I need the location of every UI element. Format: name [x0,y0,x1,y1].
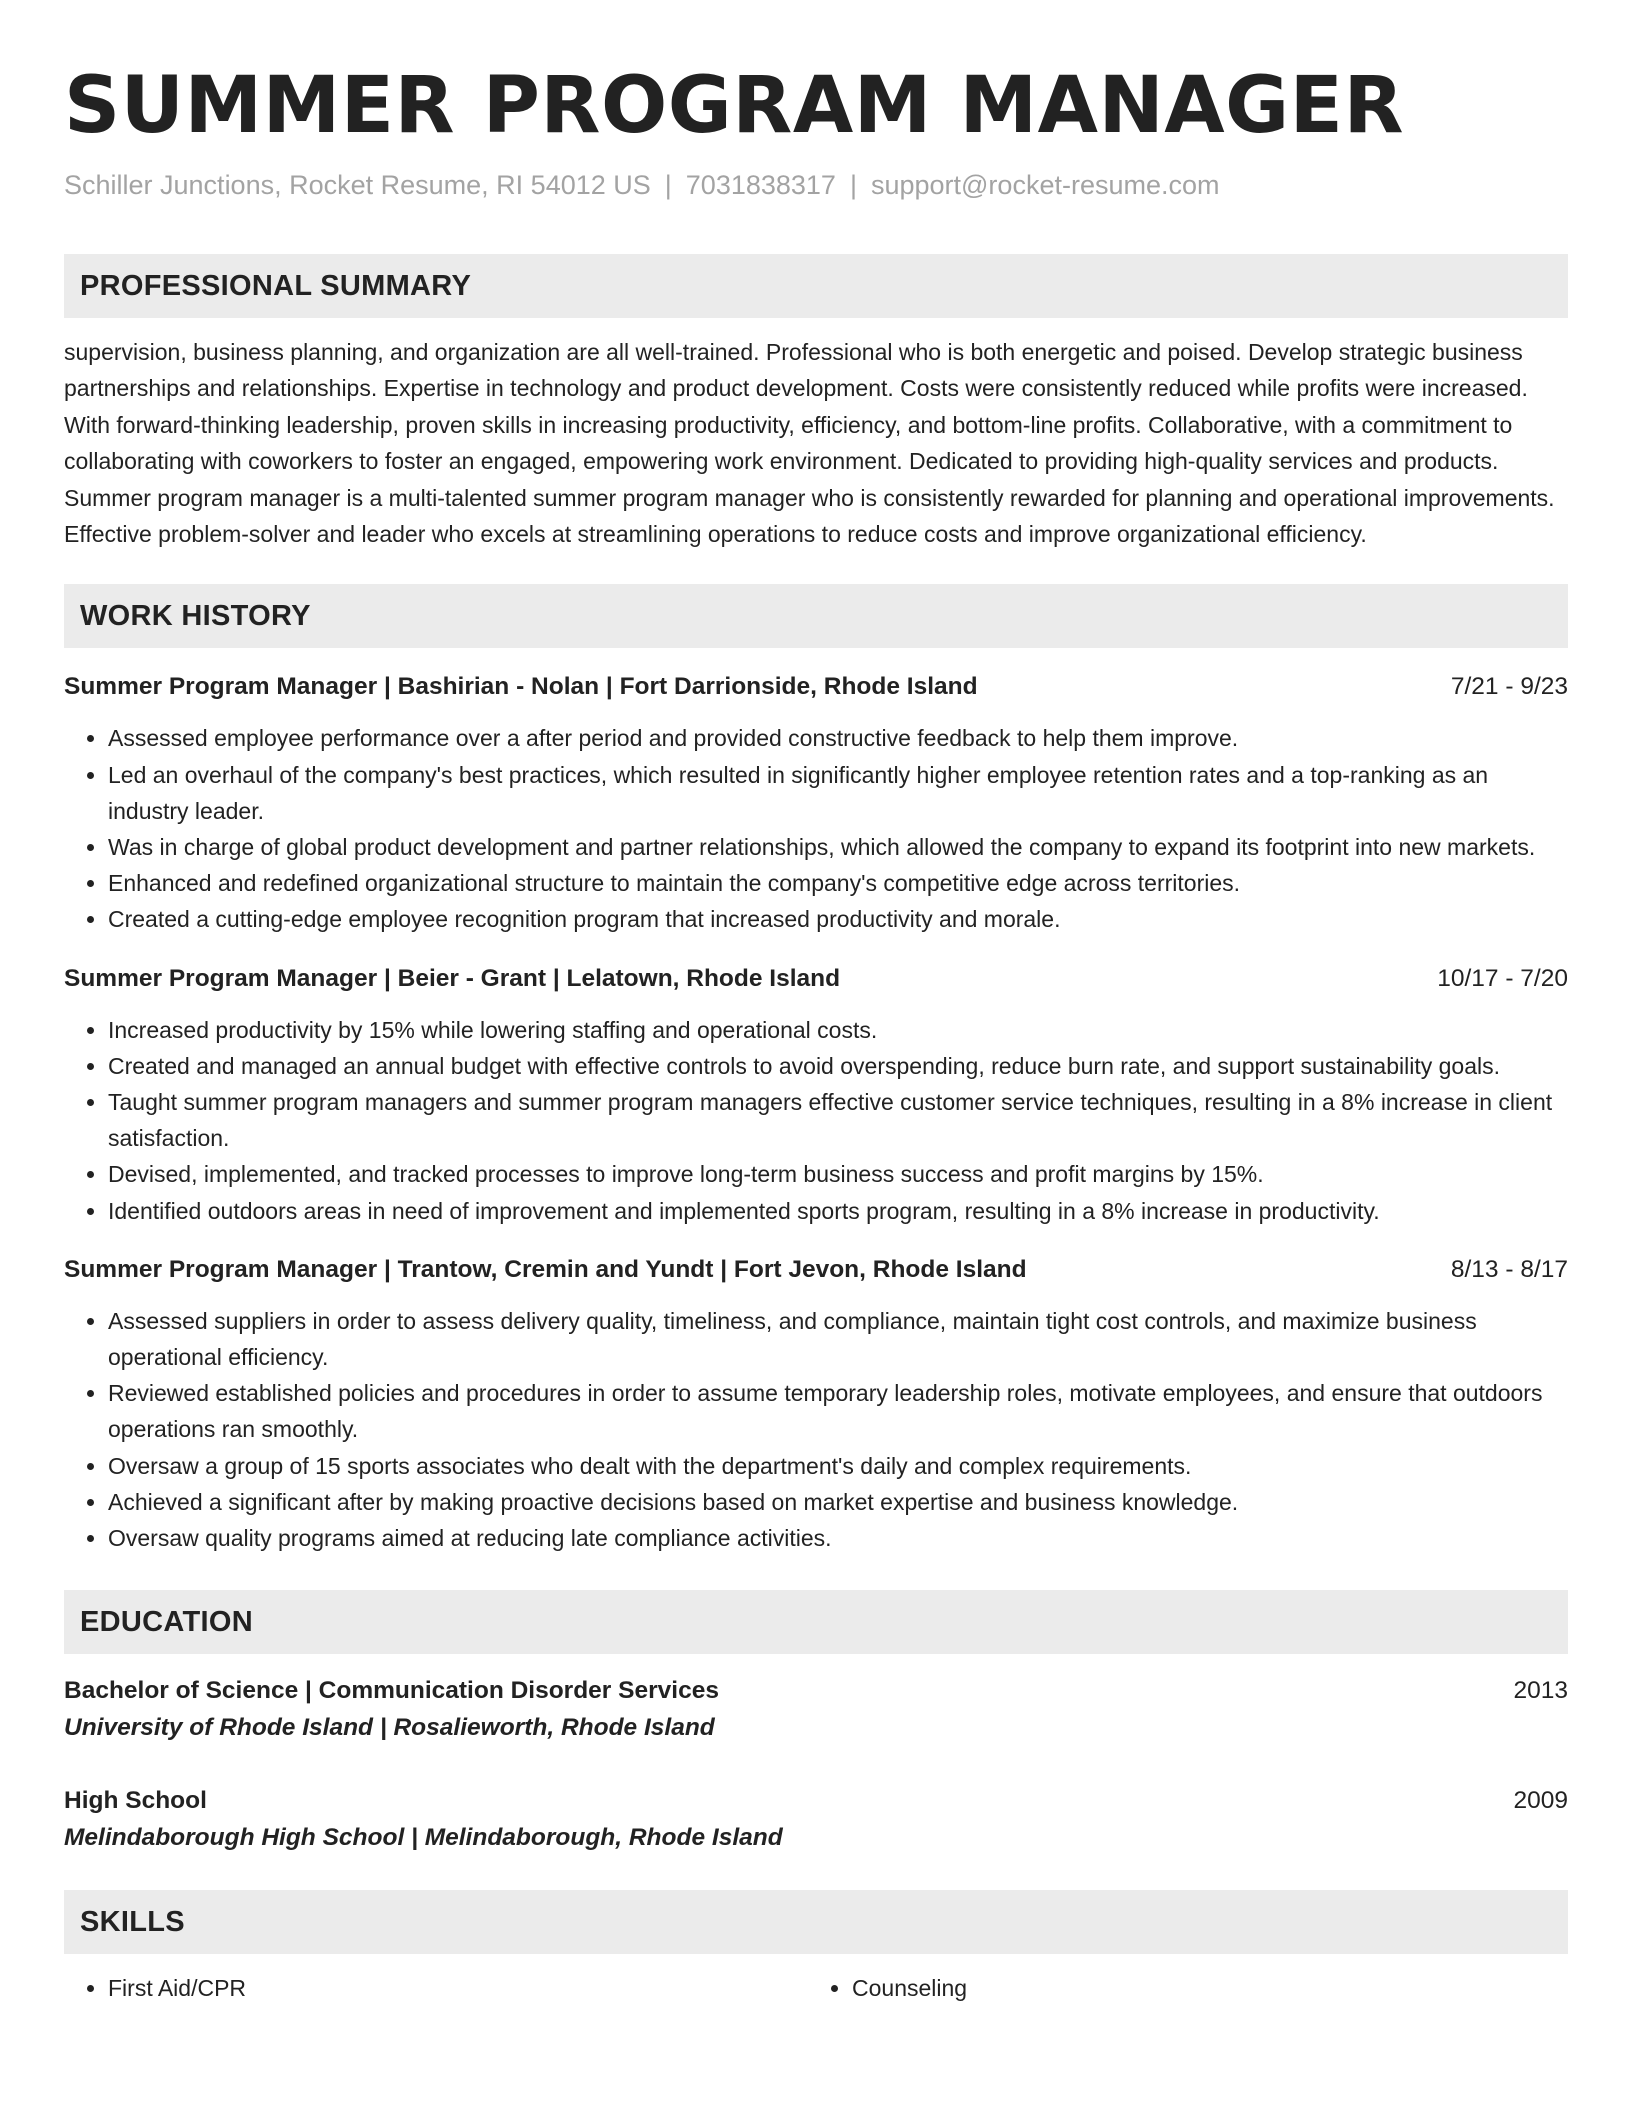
job-bullets [64,1012,1568,1229]
job-entry [64,670,1568,937]
contact-address: Schiller Junctions, Rocket Resume, RI 54012 US [64,170,651,200]
job-bullets [64,1303,1568,1556]
job-bullet: • Reviewed established policies and procedures in order to assume temporary leadership roles, motivate employees, and ensure that outdoors operations ran smoothly. [108,1375,1568,1447]
skill-item: • Counseling [852,1970,1552,2006]
job-bullet: • Assessed suppliers in order to assess delivery quality, timeliness, and compliance, maintain tight cost controls, and maximize business operational efficiency. [108,1303,1568,1375]
job-bullet: • Enhanced and redefined organizational structure to maintain the company's competitive edge across territories. [108,865,1568,901]
education-header [64,1674,1568,1708]
job-bullet: • Achieved a significant after by making proactive decisions based on market expertise and business knowledge. [108,1484,1568,1520]
education-entry [64,1674,1568,1746]
education-degree: High School [64,1787,207,1815]
job-entry [64,962,1568,1229]
resume-title: SUMMER PROGRAM MANAGER [64,61,1405,151]
education-school: University of Rhode Island | Rosalieworth, Rhode Island [64,1714,715,1742]
section-heading-skills: SKILLS [64,1890,1568,1954]
job-bullet: • Created and managed an annual budget with effective controls to avoid overspending, reduce burn rate, and support sustainability goals. [108,1048,1568,1084]
job-header [64,962,1568,996]
education-degree: Bachelor of Science | Communication Disorder Services [64,1677,719,1705]
job-bullet: • Increased productivity by 15% while lowering staffing and operational costs. [108,1012,1568,1048]
job-dates: 8/13 - 8/17 [1450,1255,1568,1283]
contact-separator: | [664,170,672,200]
section-heading-summary: PROFESSIONAL SUMMARY [64,254,1568,318]
job-title: Summer Program Manager | Bashirian - Nolan | Fort Darrionside, Rhode Island [64,673,978,701]
contact-phone: 7031838317 [685,170,836,200]
job-bullet: • Oversaw a group of 15 sports associates who dealt with the department's daily and complex requirements. [108,1448,1568,1484]
skills-list [64,1970,1568,2006]
job-title: Summer Program Manager | Trantow, Cremin and Yundt | Fort Jevon, Rhode Island [64,1255,1027,1283]
education-header [64,1784,1568,1818]
job-bullet: • Assessed employee performance over a after period and provided constructive feedback to help them improve. [108,720,1568,756]
job-bullet: • Oversaw quality programs aimed at reducing late compliance activities. [108,1520,1568,1556]
job-bullets [64,720,1568,937]
education-year: 2009 [1513,1787,1568,1815]
job-entry [64,1253,1568,1556]
job-bullet: • Was in charge of global product development and partner relationships, which allowed the company to expand its footprint into new markets. [108,829,1568,865]
job-bullet: • Devised, implemented, and tracked processes to improve long-term business success and profit margins by 15%. [108,1156,1568,1192]
job-dates: 10/17 - 7/20 [1437,964,1568,992]
summary-paragraph: supervision, business planning, and organization are all well-trained. Professional who is both energetic and poised. Develop strategic business partnerships and relationships. Expertise in technology and product development. Costs were consistently reduced while profits were increased. With forward-thinking leadership, proven skills in increasing productivity, efficiency, and bottom-line profits. Collaborative, with a commitment to collaborating with coworkers to foster an engaged, empowering work environment. Dedicated to providing high-quality services and products. Summer program manager is a multi-talented summer program manager who is consistently rewarded for planning and operational improvements. Effective problem-solver and leader who excels at streamlining operations to reduce costs and improve organizational efficiency. [64,339,1555,548]
section-heading-work-history: WORK HISTORY [64,584,1568,648]
job-bullet: • Identified outdoors areas in need of improvement and implemented sports program, resulting in a 8% increase in productivity. [108,1193,1568,1229]
resume-page [64,0,1568,2006]
education-year: 2013 [1513,1677,1568,1705]
contact-separator: | [849,170,857,200]
job-header [64,670,1568,704]
job-bullet: • Taught summer program managers and summer program managers effective customer service techniques, resulting in a 8% increase in client satisfaction. [108,1084,1568,1156]
job-dates: 7/21 - 9/23 [1450,673,1568,701]
education-entry [64,1784,1568,1856]
section-heading-education: EDUCATION [64,1590,1568,1654]
job-title: Summer Program Manager | Beier - Grant | Lelatown, Rhode Island [64,964,841,992]
skill-item: • First Aid/CPR [108,1970,808,2006]
contact-email: support@rocket-resume.com [870,170,1220,200]
contact-line [64,168,1568,202]
job-header [64,1253,1568,1287]
education-school: Melindaborough High School | Melindaborough, Rhode Island [64,1824,783,1852]
job-bullet: • Created a cutting-edge employee recognition program that increased productivity and morale. [108,901,1568,937]
job-bullet: • Led an overhaul of the company's best practices, which resulted in significantly higher employee retention rates and a top-ranking as an industry leader. [108,757,1568,829]
skills-column-left [64,1970,808,2006]
skills-column-right [808,1970,1552,2006]
